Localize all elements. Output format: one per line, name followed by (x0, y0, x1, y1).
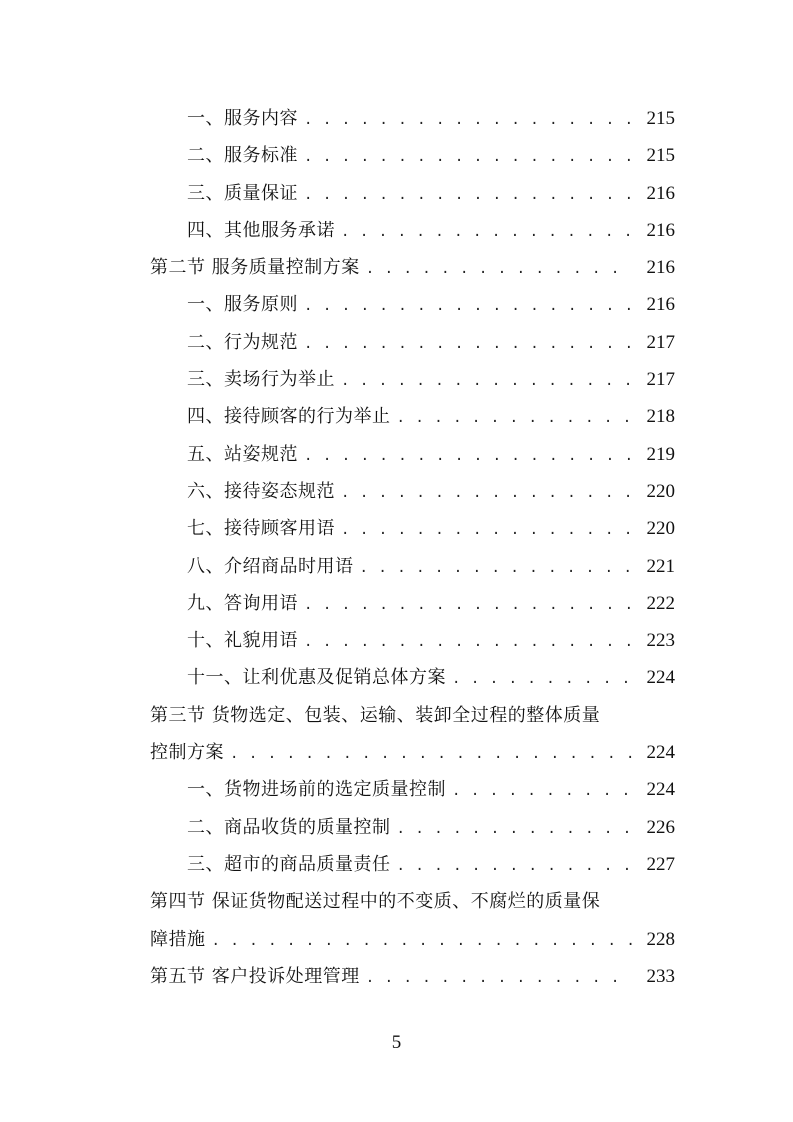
dot-leader (304, 288, 633, 325)
dot-leader (341, 363, 633, 400)
dot-leader (212, 923, 634, 960)
page-number: 5 (391, 1032, 402, 1053)
toc-entry-title: 一、货物进场前的选定质量控制 (187, 779, 446, 801)
toc-section-entry[interactable] (150, 958, 675, 995)
dot-leader (397, 811, 634, 848)
dot-leader (230, 736, 633, 773)
toc-entry-page: 216 (646, 257, 675, 279)
dot-leader (304, 102, 633, 139)
toc-entry[interactable] (150, 398, 675, 435)
toc-entry[interactable] (150, 473, 675, 510)
toc-entry[interactable] (150, 175, 675, 212)
dot-leader (341, 475, 633, 512)
toc-entry-page: 216 (646, 219, 675, 241)
toc-entry-page: 216 (646, 294, 675, 316)
toc-entry-page: 233 (646, 965, 675, 987)
toc-entry-page: 226 (646, 816, 675, 838)
toc-entry[interactable] (150, 585, 675, 622)
toc-entry[interactable] (150, 324, 675, 361)
toc-entry-page: 218 (646, 406, 675, 428)
toc-entry-page: 224 (646, 667, 675, 689)
dot-leader (304, 624, 633, 661)
toc-entry-title: 九、答询用语 (187, 592, 298, 614)
dot-leader (304, 326, 633, 363)
toc-entry-title: 六、接待姿态规范 (187, 480, 335, 502)
toc-entry[interactable] (150, 548, 675, 585)
toc-entry[interactable] (150, 361, 675, 398)
dot-leader (341, 512, 633, 549)
toc-entry-page: 215 (646, 145, 675, 167)
toc-entry-title: 三、质量保证 (187, 182, 298, 204)
dot-leader (366, 960, 633, 997)
toc-section-entry[interactable] (150, 921, 675, 958)
toc-entry[interactable] (150, 286, 675, 323)
table-of-contents (150, 100, 675, 995)
toc-entry-title: 二、商品收货的质量控制 (187, 816, 391, 838)
toc-entry-title: 障措施 (150, 928, 206, 950)
dot-leader (452, 773, 633, 810)
toc-entry-title: 一、服务原则 (187, 294, 298, 316)
toc-entry-title: 三、超市的商品质量责任 (187, 853, 391, 875)
dot-leader (360, 550, 634, 587)
toc-section-entry[interactable] (150, 249, 675, 286)
toc-entry[interactable] (150, 771, 675, 808)
toc-entry-page: 215 (646, 108, 675, 129)
toc-entry-page: 224 (646, 779, 675, 801)
toc-entry-title: 四、接待顾客的行为举止 (187, 406, 391, 428)
toc-section-title-line1[interactable]: 第四节 保证货物配送过程中的不变质、不腐烂的质量保 (150, 891, 601, 913)
toc-entry[interactable] (150, 622, 675, 659)
toc-entry[interactable] (150, 809, 675, 846)
toc-entry[interactable] (150, 659, 675, 696)
toc-entry-title: 第五节 客户投诉处理管理 (150, 965, 360, 987)
toc-entry-page: 216 (646, 182, 675, 204)
dot-leader (397, 848, 634, 885)
toc-entry-page: 223 (646, 630, 675, 652)
toc-entry-title: 二、服务标准 (187, 145, 298, 167)
toc-entry-title: 控制方案 (150, 742, 224, 764)
toc-entry-page: 228 (646, 928, 675, 950)
dot-leader (304, 177, 633, 214)
toc-entry-page: 219 (646, 443, 675, 465)
toc-entry-page: 227 (646, 853, 675, 875)
toc-entry-page: 221 (646, 555, 675, 577)
toc-entry-page: 224 (646, 742, 675, 764)
toc-entry[interactable] (150, 100, 675, 137)
toc-entry[interactable] (150, 846, 675, 883)
dot-leader (304, 438, 633, 475)
toc-entry-title: 八、介绍商品时用语 (187, 555, 354, 577)
dot-leader (341, 214, 633, 251)
toc-entry-page: 217 (646, 369, 675, 391)
toc-entry-page: 220 (646, 480, 675, 502)
toc-entry-title: 二、行为规范 (187, 331, 298, 353)
toc-entry[interactable] (150, 436, 675, 473)
toc-entry-page: 220 (646, 518, 675, 540)
toc-entry-title: 十一、让利优惠及促销总体方案 (187, 667, 446, 689)
toc-entry-page: 217 (646, 331, 675, 353)
toc-entry-title: 十、礼貌用语 (187, 630, 298, 652)
toc-entry-title: 四、其他服务承诺 (187, 219, 335, 241)
toc-entry-title: 七、接待顾客用语 (187, 518, 335, 540)
toc-entry-title: 一、服务内容 (187, 108, 298, 129)
toc-entry-title: 第二节 服务质量控制方案 (150, 257, 360, 279)
toc-section-entry[interactable] (150, 734, 675, 771)
dot-leader (452, 661, 633, 698)
toc-entry[interactable] (150, 510, 675, 547)
dot-leader (304, 587, 633, 624)
toc-section-title-line1[interactable]: 第三节 货物选定、包装、运输、装卸全过程的整体质量 (150, 704, 601, 726)
dot-leader (366, 251, 633, 288)
toc-entry-title: 三、卖场行为举止 (187, 369, 335, 391)
toc-entry[interactable] (150, 137, 675, 174)
toc-entry-title: 五、站姿规范 (187, 443, 298, 465)
toc-entry[interactable] (150, 212, 675, 249)
dot-leader (304, 139, 633, 176)
toc-entry-page: 222 (646, 592, 675, 614)
dot-leader (397, 400, 634, 437)
